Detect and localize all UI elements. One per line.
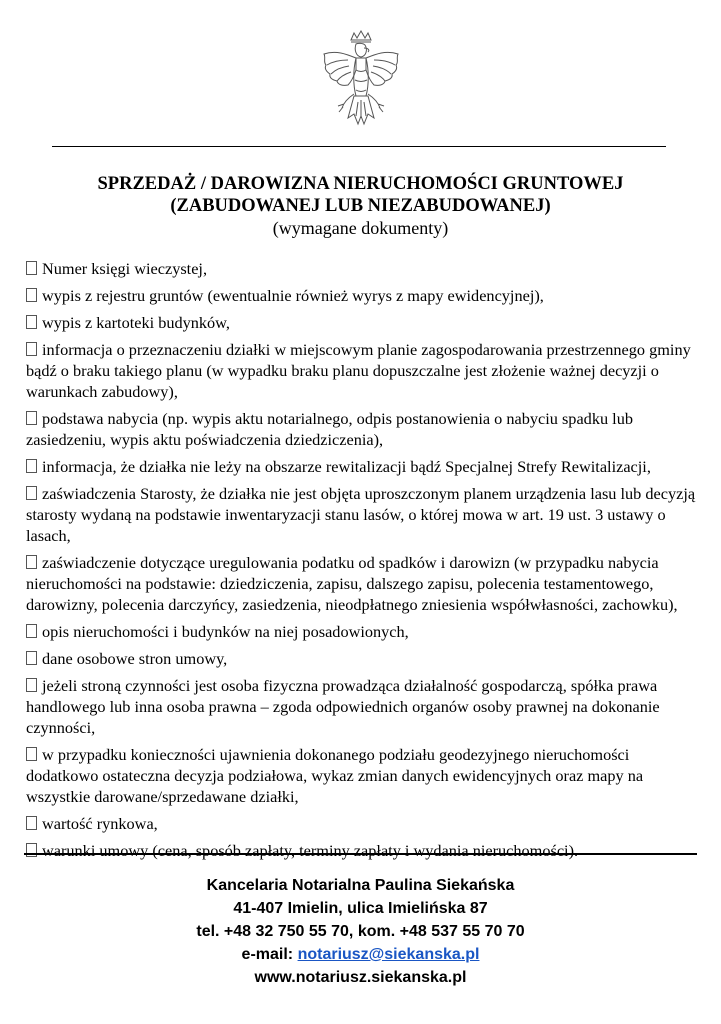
checkbox-bullet-icon xyxy=(26,816,37,830)
list-item xyxy=(26,483,698,546)
list-item-text: informacja o przeznaczeniu działki w miejscowym planie zagospodarowania przestrzennego gminy bądź o braku takiego planu (w wypadku braku planu dopuszczalne jest złożenie ważnej decyzji o warunkach zabudowy), xyxy=(26,340,691,401)
email-link[interactable]: notariusz@siekanska.pl xyxy=(297,946,480,963)
document-heading xyxy=(0,173,721,239)
list-item-text: dane osobowe stron umowy, xyxy=(42,649,228,668)
list-item xyxy=(26,552,698,615)
list-item-text: warunki umowy (cena, sposób zapłaty, terminy zapłaty i wydania nieruchomości). xyxy=(42,841,579,860)
list-item-text: opis nieruchomości i budynków na niej posadowionych, xyxy=(42,622,409,641)
checkbox-bullet-icon xyxy=(26,624,37,638)
email-label: e-mail: xyxy=(241,946,298,963)
checkbox-bullet-icon xyxy=(26,411,37,425)
list-item-text: zaświadczenie dotyczące uregulowania podatku od spadków i darowizn (w przypadku nabycia nieruchomości na podstawie: dziedziczenia, zapisu, dalszego zapisu, polecenia testamentowego, darowizny, polecenia darczyńcy, zasiedzenia, nieodpłatnego zniesienia współwłasności, zachowku), xyxy=(26,553,678,614)
list-item xyxy=(26,285,698,306)
checkbox-bullet-icon xyxy=(26,342,37,356)
eagle-emblem-icon xyxy=(318,30,404,130)
checkbox-bullet-icon xyxy=(26,288,37,302)
title-line-1: SPRZEDAŻ / DAROWIZNA NIERUCHOMOŚCI GRUNTOWEJ xyxy=(97,174,624,194)
top-divider xyxy=(52,146,666,147)
checkbox-bullet-icon xyxy=(26,459,37,473)
footer-divider xyxy=(24,853,697,855)
required-documents-list xyxy=(26,258,698,867)
list-item xyxy=(26,840,698,861)
checkbox-bullet-icon xyxy=(26,678,37,692)
list-item xyxy=(26,675,698,738)
office-name: Kancelaria Notarialna Paulina Siekańska xyxy=(206,877,515,894)
list-item xyxy=(26,258,698,279)
list-item xyxy=(26,339,698,402)
title-line-2: (ZABUDOWANEJ LUB NIEZABUDOWANEJ) xyxy=(170,196,551,216)
list-item-text: jeżeli stroną czynności jest osoba fizyczna prowadząca działalność gospodarczą, spółka prawa handlowego lub inna osoba prawna – zgoda odpowiednich organów osoby prawnej na dokonanie czynności, xyxy=(26,676,660,737)
checkbox-bullet-icon xyxy=(26,555,37,569)
subtitle: (wymagane dokumenty) xyxy=(272,218,449,238)
list-item xyxy=(26,408,698,450)
office-contact-footer xyxy=(0,874,721,989)
checkbox-bullet-icon xyxy=(26,651,37,665)
list-item-text: wartość rynkowa, xyxy=(42,814,158,833)
office-phone: tel. +48 32 750 55 70, kom. +48 537 55 70 70 xyxy=(196,923,525,940)
list-item xyxy=(26,456,698,477)
list-item-text: zaświadczenia Starosty, że działka nie jest objęta uproszczonym planem urządzenia lasu lub decyzją starosty wydaną na podstawie inwentaryzacji stanu lasów, o której mowa w art. 19 ust. 3 ustawy o lasach, xyxy=(26,484,696,545)
office-website[interactable]: www.notariusz.siekanska.pl xyxy=(254,969,467,986)
list-item-text: wypis z kartoteki budynków, xyxy=(42,313,230,332)
checkbox-bullet-icon xyxy=(26,261,37,275)
list-item xyxy=(26,621,698,642)
list-item-text: w przypadku konieczności ujawnienia dokonanego podziału geodezyjnego nieruchomości dodatkowo ostateczna decyzja podziałowa, wykaz zmian danych ewidencyjnych oraz mapy na wszystkie darowane/sprzedawane działki, xyxy=(26,745,644,806)
list-item xyxy=(26,813,698,834)
list-item-text: informacja, że działka nie leży na obszarze rewitalizacji bądź Specjalnej Strefy Rewitalizacji, xyxy=(42,457,651,476)
office-email-line xyxy=(0,943,721,966)
checkbox-bullet-icon xyxy=(26,315,37,329)
checkbox-bullet-icon xyxy=(26,486,37,500)
office-address: 41-407 Imielin, ulica Imielińska 87 xyxy=(233,900,488,917)
list-item-text: Numer księgi wieczystej, xyxy=(42,259,208,278)
list-item xyxy=(26,744,698,807)
list-item xyxy=(26,648,698,669)
list-item-text: podstawa nabycia (np. wypis aktu notarialnego, odpis postanowienia o nabyciu spadku lub zasiedzeniu, wypis aktu poświadczenia dziedziczenia), xyxy=(26,409,633,449)
list-item xyxy=(26,312,698,333)
checkbox-bullet-icon xyxy=(26,747,37,761)
list-item-text: wypis z rejestru gruntów (ewentualnie również wyrys z mapy ewidencyjnej), xyxy=(42,286,544,305)
